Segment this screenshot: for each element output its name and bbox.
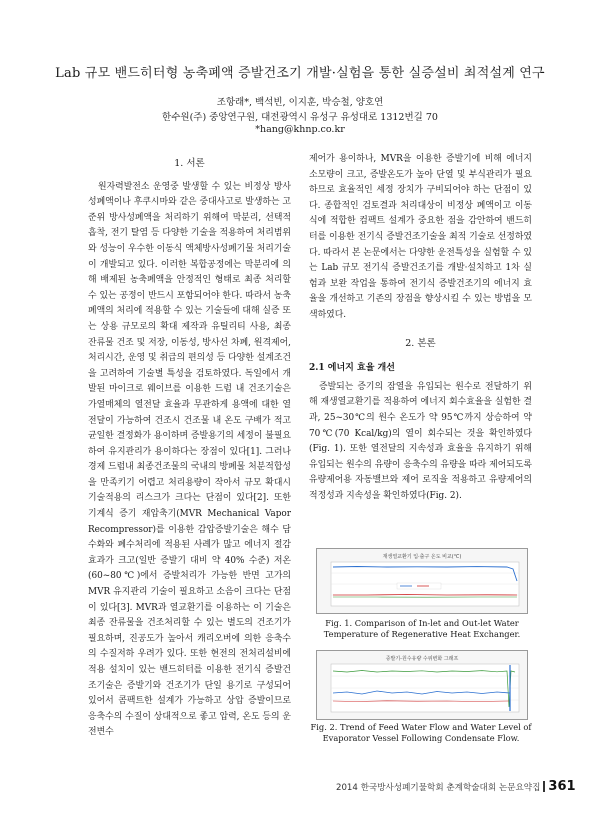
paper-title: Lab 규모 밴드히터형 농축폐액 증발건조기 개발·실험을 통한 실증설비 최적설계 연구 — [55, 66, 545, 81]
figure-1-caption: Fig. 1. Comparison of In-let and Out-let Water Temperature of Regenerative Heat Exchanger. — [323, 618, 521, 639]
intro-heading: 1. 서론 — [174, 158, 205, 169]
left-column — [88, 152, 291, 741]
intro-paragraph-continued: 제어가 용이하나, MVR을 이용한 증발기에 비해 에너지 소모량이 크고, 증발온도가 높아 단열 및 부식관리가 필요하므로 효율적인 세정 장치가 구비되어야 하는 단점이 있다. 종합적인 검토결과 처리대상이 비정상 폐액이고 이동식에 적합한 컴팩트 설계가 중요한 점을 감안하여 밴드히터를 이용한 전기식 증발건조기술을 최적 기술로 선정하였다. 따라서 본 논문에서는 다양한 운전특성을 실험할 수 있는 Lab 규모 전기식 증발건조기를 개발·설치하고 1차 실험과 보완 작업을 통하여 전기식 증발건조기의 에너지 효율을 개선하고 기존의 장점을 향상시킬 수 있는 방법을 모색하였다. — [309, 154, 532, 320]
right-column — [309, 152, 532, 504]
figure-1-plot — [317, 549, 527, 613]
figure-2-caption: Fig. 2. Trend of Feed Water Flow and Water Level of Evaporator Vessel Following Condensate Flow. — [310, 722, 532, 743]
figure-1-plot-title: 재생열교환기 입·출구 온도 비교(℃) — [382, 554, 462, 560]
footer-text: 2014 한국방사성폐기물학회 춘계학술대회 논문요약집 — [336, 783, 541, 793]
page-footer — [336, 779, 576, 794]
body-heading: 2. 본론 — [405, 337, 436, 349]
intro-paragraph: 원자력발전소 운영중 발생할 수 있는 비정상 방사성폐액이나 후쿠시마와 같은 중대사고로 발생하는 고준위 방사성폐액을 처리하기 위해여 막분리, 선택적 흡착, 전기 탈염 등 다양한 기술을 적용하여 처리범위와 성능이 우수한 이동식 액체방사성폐기물 처리기술이 개발되고 있다. 이러한 복합공정에는 막분리에 의해 배제된 농축폐액을 안정적인 형태로 최종 처리할 수 있는 공정이 반드시 포함되어야 한다. 따라서 농축폐액의 처리에 적용할 수 있는 기술들에 대해 실증 또는 상용 규모로의 확대 제작과 유틸리티 사용, 최종 잔류물 건조 및 저장, 이동성, 방사선 차폐, 원격제어, 처리시간, 운영 및 취급의 편의성 등 다양한 설계조건을 고려하여 기술별 특성을 검토하였다. 독일에서 개발된 마이크로 웨이브를 이용한 드럼 내 건조기술은 가열매체의 열전달 효율과 무관하게 용액에 대한 열전달이 가능하여 건조시 건조물 내 온도 구배가 적고 균일한 결정화가 용이하며 증발용기의 세정이 불필요하여 유지관리가 용이하다는 장점이 있다[1]. 그러나 경제 드럼내 최종건조물의 국내의 방폐물 처분적합성을 만족키기 어렵고 처리용량이 작아서 규모 확대시 기술적용의 리스크가 크다는 단점이 있다[2]. 또한 기계식 증기 재압축기(MVR Mechanical Vapor Recompressor)를 이용한 감압증발기술은 해수 담수화와 폐수처리에 적용된 사례가 많고 에너지 절감효과가 크고(일반 증발기 대비 약 40% 수준) 저온(60~80℃)에서 증발처리가 가능한 반면 고가의 MVR 유지관리 기술이 필요하고 소음이 크다는 단점이 있다[3]. MVR과 열교환기를 이용하는 이 기술은 최종 잔류물을 건조처리할 수 있는 별도의 건조기가 필요하며, 진공도가 높아서 캐리오버에 의한 응축수의 수질저하 우려가 있다. 또한 현전의 전처리설비에 적용 설치이 있는 밴드히터를 이용한 전기식 증발건조기술은 증발기와 건조기가 단일 용기로 구성되어 있어서 콤팩트한 설계가 가능하고 상압 증발이므로 응축수의 수질이 상대적으로 좋고 압력, 온도 등의 운전변수 — [88, 181, 291, 738]
affiliation: 한수원(주) 중앙연구원, 대전광역시 유성구 유성대로 1312번길 70 — [162, 112, 438, 123]
page-number: 361 — [548, 779, 576, 794]
subsection-heading: 2.1 에너지 효율 개선 — [309, 363, 395, 374]
efficiency-paragraph: 증발되는 증기의 잠열을 유입되는 원수로 전달하기 위해 재생열교환기를 적용하여 에너지 회수효율을 실험한 결과, 25~30℃의 원수 온도가 약 95℃까지 상승하여 약 70℃(70 Kcal/kg)의 열이 회수되는 것을 확인하였다(Fig. 1). 또한 열전달의 지속성과 효율을 유지하기 위해 유입되는 원수의 유량이 응축수의 유량을 따라 제어되도록 유량제어용 자동밸브와 제어 로직을 적용하고 유량제어의 적정성과 지속성을 확인하였다(Fig. 2). — [309, 381, 532, 501]
figure-1-image — [316, 548, 528, 614]
footer-divider — [543, 781, 545, 792]
email-link[interactable]: *hang@khnp.co.kr — [255, 124, 345, 135]
figure-2-plot-title: 증발기-원수유량 수위변화 그래프 — [385, 656, 459, 662]
figure-2-image — [316, 650, 528, 720]
author-list: 조항래*, 백석빈, 이지훈, 박승철, 양호연 — [216, 97, 384, 108]
figure-2-plot — [317, 651, 527, 719]
